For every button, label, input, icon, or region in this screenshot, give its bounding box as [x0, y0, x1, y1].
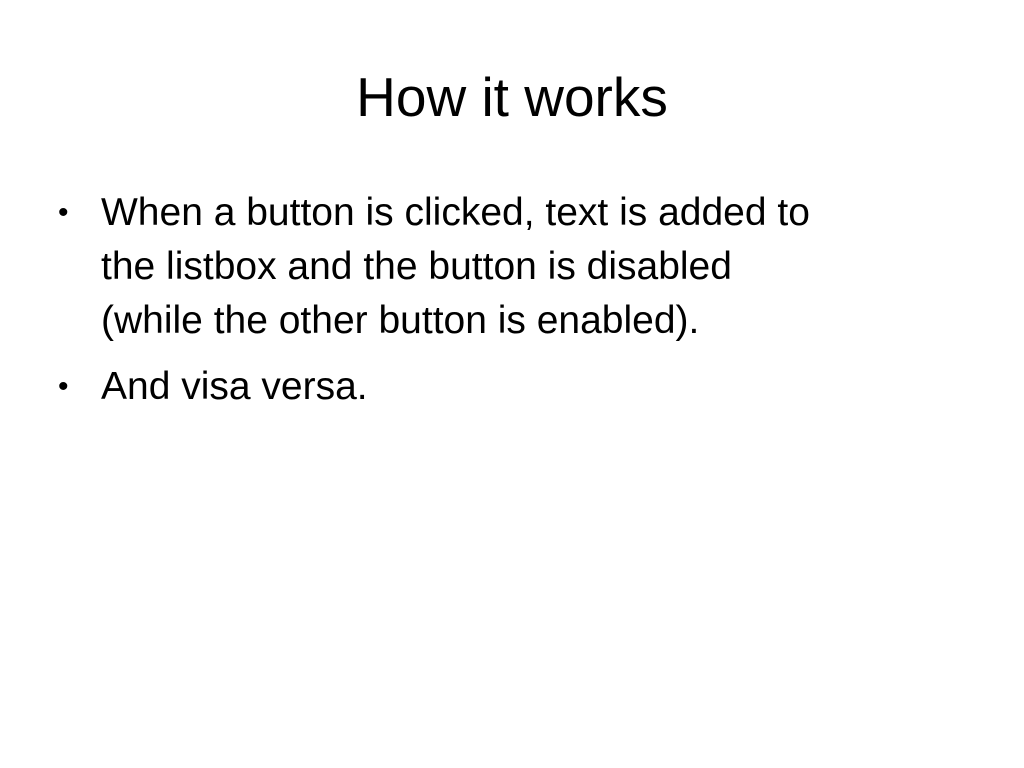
bullet-text-line: (while the other button is enabled). [101, 299, 700, 342]
bullet-list [58, 186, 958, 426]
slide-title: How it works [356, 66, 668, 128]
bullet-text-line: When a button is clicked, text is added to [101, 191, 810, 234]
bullet-marker: • [58, 370, 69, 403]
bullet-item [58, 360, 958, 414]
bullet-text-line: the listbox and the button is disabled [101, 245, 732, 288]
bullet-text-line: And visa versa. [101, 365, 368, 408]
bullet-marker: • [58, 196, 69, 229]
bullet-item [58, 186, 958, 348]
